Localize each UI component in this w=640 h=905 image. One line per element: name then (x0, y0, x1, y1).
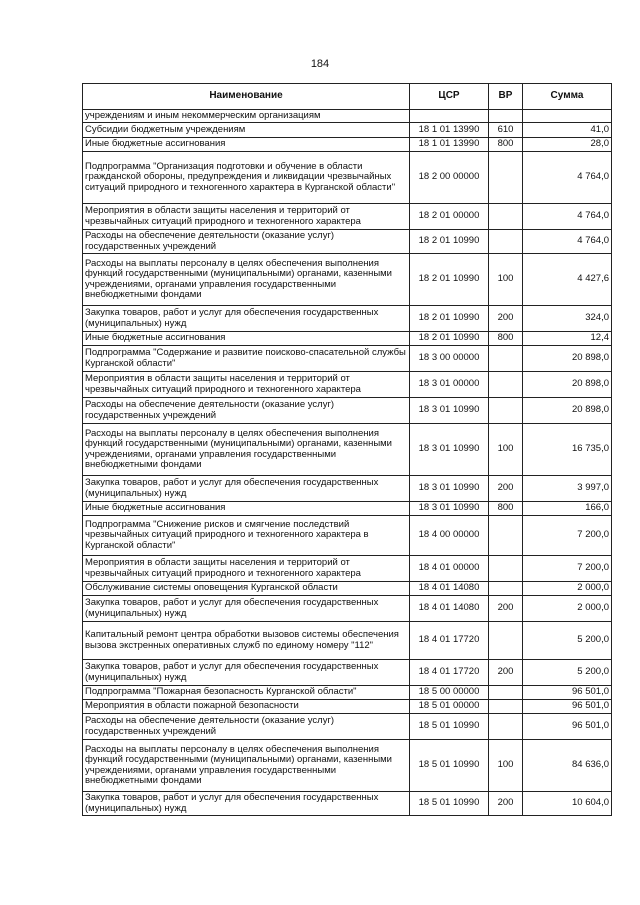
cell-sum: 12,4 (523, 332, 612, 346)
table-row (83, 740, 612, 792)
cell-csr: 18 2 00 00000 (410, 152, 489, 204)
cell-csr: 18 4 01 14080 (410, 596, 489, 622)
cell-vr (489, 204, 523, 230)
cell-vr: 200 (489, 596, 523, 622)
cell-csr: 18 2 01 00000 (410, 204, 489, 230)
cell-csr: 18 1 01 13990 (410, 138, 489, 152)
cell-sum: 41,0 (523, 123, 612, 138)
cell-name: Субсидии бюджетным учреждениям (83, 123, 410, 138)
table-row (83, 582, 612, 596)
cell-vr: 100 (489, 424, 523, 476)
cell-sum: 7 200,0 (523, 556, 612, 582)
cell-sum: 7 200,0 (523, 516, 612, 556)
cell-name: Расходы на выплаты персоналу в целях обеспечения выполнения функций государственными (муниципальными) органами, казенными учреждениями, органами управления государственными внебюджетными фондами (83, 740, 410, 792)
cell-name: Расходы на обеспечение деятельности (оказание услуг) государственных учреждений (83, 714, 410, 740)
cell-name: Иные бюджетные ассигнования (83, 502, 410, 516)
header-name: Наименование (83, 84, 410, 110)
cell-vr: 200 (489, 306, 523, 332)
cell-vr (489, 582, 523, 596)
cell-sum: 324,0 (523, 306, 612, 332)
cell-name: Подпрограмма "Содержание и развитие поисково-спасательной службы Курганской области" (83, 346, 410, 372)
table-row (83, 502, 612, 516)
cell-name: Обслуживание системы оповещения Курганской области (83, 582, 410, 596)
cell-csr: 18 5 01 00000 (410, 700, 489, 714)
cell-vr: 200 (489, 792, 523, 816)
cell-csr: 18 3 01 10990 (410, 398, 489, 424)
cell-name: Подпрограмма "Снижение рисков и смягчение последствий чрезвычайных ситуаций природного и техногенного характера в Курганской области" (83, 516, 410, 556)
cell-vr: 200 (489, 476, 523, 502)
cell-csr: 18 2 01 10990 (410, 306, 489, 332)
cell-name: Расходы на выплаты персоналу в целях обеспечения выполнения функций государственными (муниципальными) органами, казенными учреждениями, органами управления государственными внебюджетными фондами (83, 424, 410, 476)
cell-sum: 96 501,0 (523, 714, 612, 740)
table-row (83, 254, 612, 306)
table-body (83, 110, 612, 816)
cell-sum: 2 000,0 (523, 596, 612, 622)
cell-csr: 18 3 01 10990 (410, 476, 489, 502)
cell-sum (523, 110, 612, 123)
cell-sum: 5 200,0 (523, 622, 612, 660)
cell-name: Иные бюджетные ассигнования (83, 332, 410, 346)
cell-name: Иные бюджетные ассигнования (83, 138, 410, 152)
cell-csr: 18 4 01 14080 (410, 582, 489, 596)
cell-sum: 84 636,0 (523, 740, 612, 792)
cell-vr (489, 516, 523, 556)
cell-name: Закупка товаров, работ и услуг для обеспечения государственных (муниципальных) нужд (83, 660, 410, 686)
cell-name: Расходы на выплаты персоналу в целях обеспечения выполнения функций государственными (муниципальными) органами, казенными учреждениями, органами управления государственными внебюджетными фондами (83, 254, 410, 306)
table-row (83, 792, 612, 816)
cell-sum: 166,0 (523, 502, 612, 516)
cell-csr: 18 3 01 10990 (410, 424, 489, 476)
cell-vr (489, 110, 523, 123)
table-row (83, 714, 612, 740)
cell-vr (489, 700, 523, 714)
cell-sum: 20 898,0 (523, 372, 612, 398)
cell-sum: 5 200,0 (523, 660, 612, 686)
cell-sum: 20 898,0 (523, 346, 612, 372)
cell-name: Подпрограмма "Пожарная безопасность Курганской области" (83, 686, 410, 700)
header-row (83, 84, 612, 110)
header-vr: ВР (489, 84, 523, 110)
cell-csr: 18 5 00 00000 (410, 686, 489, 700)
cell-name: Закупка товаров, работ и услуг для обеспечения государственных (муниципальных) нужд (83, 476, 410, 502)
page-number: 184 (310, 58, 330, 70)
cell-name: Расходы на обеспечение деятельности (оказание услуг) государственных учреждений (83, 398, 410, 424)
cell-name: учреждениям и иным некоммерческим организациям (83, 110, 410, 123)
cell-name: Закупка товаров, работ и услуг для обеспечения государственных (муниципальных) нужд (83, 792, 410, 816)
cell-csr: 18 2 01 10990 (410, 230, 489, 254)
cell-csr: 18 4 00 00000 (410, 516, 489, 556)
cell-csr: 18 3 01 10990 (410, 502, 489, 516)
cell-name: Подпрограмма "Организация подготовки и обучение в области гражданской обороны, предупреждения и ликвидации чрезвычайных ситуаций природного и техногенного характера в Курганской области" (83, 152, 410, 204)
cell-vr (489, 686, 523, 700)
table-row (83, 138, 612, 152)
cell-name: Мероприятия в области защиты населения и территорий от чрезвычайных ситуаций природного и техногенного характера (83, 556, 410, 582)
cell-name: Расходы на обеспечение деятельности (оказание услуг) государственных учреждений (83, 230, 410, 254)
cell-csr: 18 4 01 17720 (410, 622, 489, 660)
table-row (83, 424, 612, 476)
cell-sum: 4 427,6 (523, 254, 612, 306)
cell-csr: 18 4 01 17720 (410, 660, 489, 686)
cell-name: Капитальный ремонт центра обработки вызовов системы обеспечения вызова экстренных оперативных служб по единому номеру "112" (83, 622, 410, 660)
table-row (83, 660, 612, 686)
cell-vr (489, 346, 523, 372)
cell-vr (489, 372, 523, 398)
cell-csr: 18 4 01 00000 (410, 556, 489, 582)
table-row (83, 516, 612, 556)
cell-vr: 100 (489, 254, 523, 306)
table-row (83, 596, 612, 622)
cell-name: Закупка товаров, работ и услуг для обеспечения государственных (муниципальных) нужд (83, 306, 410, 332)
cell-csr: 18 2 01 10990 (410, 332, 489, 346)
table-row (83, 372, 612, 398)
cell-vr: 610 (489, 123, 523, 138)
cell-sum: 10 604,0 (523, 792, 612, 816)
table-row (83, 306, 612, 332)
cell-csr: 18 3 01 00000 (410, 372, 489, 398)
table-header (83, 84, 612, 110)
cell-sum: 2 000,0 (523, 582, 612, 596)
cell-vr (489, 556, 523, 582)
table-row (83, 230, 612, 254)
cell-vr: 800 (489, 138, 523, 152)
cell-csr: 18 3 00 00000 (410, 346, 489, 372)
cell-sum: 20 898,0 (523, 398, 612, 424)
cell-vr (489, 398, 523, 424)
cell-csr: 18 5 01 10990 (410, 740, 489, 792)
cell-vr: 800 (489, 332, 523, 346)
table-row (83, 110, 612, 123)
cell-sum: 4 764,0 (523, 230, 612, 254)
cell-csr: 18 5 01 10990 (410, 792, 489, 816)
header-csr: ЦСР (410, 84, 489, 110)
cell-vr: 200 (489, 660, 523, 686)
cell-name: Мероприятия в области защиты населения и территорий от чрезвычайных ситуаций природного и техногенного характера (83, 204, 410, 230)
cell-vr: 100 (489, 740, 523, 792)
cell-csr (410, 110, 489, 123)
table-row (83, 622, 612, 660)
cell-csr: 18 5 01 10990 (410, 714, 489, 740)
cell-vr (489, 152, 523, 204)
table-row (83, 123, 612, 138)
cell-sum: 96 501,0 (523, 700, 612, 714)
table-row (83, 556, 612, 582)
cell-vr (489, 230, 523, 254)
cell-name: Закупка товаров, работ и услуг для обеспечения государственных (муниципальных) нужд (83, 596, 410, 622)
cell-sum: 96 501,0 (523, 686, 612, 700)
cell-name: Мероприятия в области защиты населения и территорий от чрезвычайных ситуаций природного и техногенного характера (83, 372, 410, 398)
table-row (83, 332, 612, 346)
header-sum: Сумма (523, 84, 612, 110)
cell-name: Мероприятия в области пожарной безопасности (83, 700, 410, 714)
budget-table (82, 83, 612, 816)
table-row (83, 152, 612, 204)
table-row (83, 204, 612, 230)
cell-sum: 16 735,0 (523, 424, 612, 476)
table-row (83, 476, 612, 502)
cell-sum: 3 997,0 (523, 476, 612, 502)
table-row (83, 700, 612, 714)
cell-sum: 4 764,0 (523, 204, 612, 230)
cell-csr: 18 2 01 10990 (410, 254, 489, 306)
cell-vr (489, 622, 523, 660)
table-row (83, 346, 612, 372)
cell-vr: 800 (489, 502, 523, 516)
cell-csr: 18 1 01 13990 (410, 123, 489, 138)
table-row (83, 686, 612, 700)
table-row (83, 398, 612, 424)
cell-sum: 4 764,0 (523, 152, 612, 204)
cell-sum: 28,0 (523, 138, 612, 152)
cell-vr (489, 714, 523, 740)
